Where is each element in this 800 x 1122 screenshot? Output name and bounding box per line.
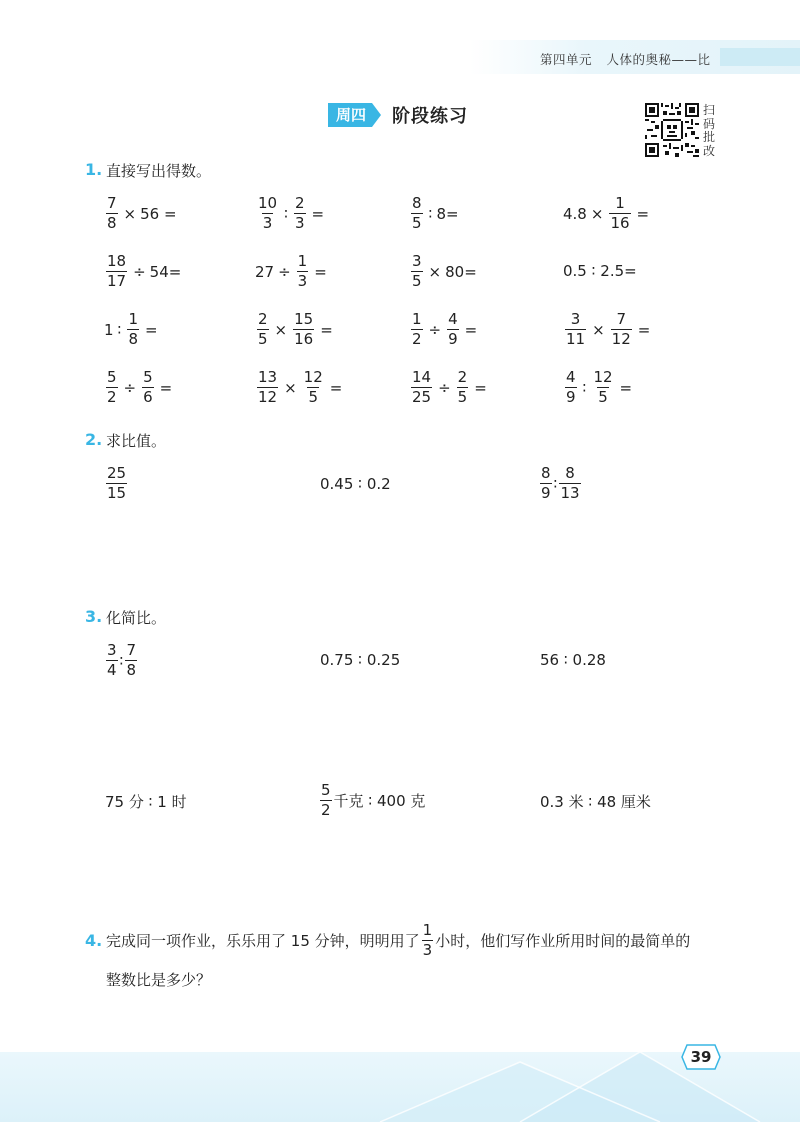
header-band-tab: [720, 48, 800, 66]
running-header: [540, 50, 721, 68]
question-2-text: 求比值。: [106, 432, 167, 450]
question-2-number: 2.: [85, 430, 103, 449]
q3-item-a: $\frac{3}{4}$ ∶ $\frac{7}{8}$: [107, 641, 136, 679]
q3-item-d: 75 分 ∶ 1 时: [105, 793, 187, 811]
q1-item: $\frac{10}{3}$ ∶ $\frac{2}{3}$ =: [258, 194, 325, 232]
section-title: [328, 103, 468, 127]
topic-label: 人体的奥秘——比: [606, 52, 711, 67]
q3-item-c: 56 ∶ 0.28: [540, 651, 606, 669]
q1-item: 0.5 ∶ 2.5=: [563, 262, 637, 280]
qr-label: 扫码批改: [703, 103, 716, 158]
q2-item-c: $\frac{8}{9}$ ∶ $\frac{8}{13}$: [541, 464, 580, 502]
footer-decoration: [0, 1052, 800, 1122]
qr-code-icon[interactable]: [645, 103, 699, 157]
question-3-number: 3.: [85, 607, 103, 626]
q2-item-a: $\frac{25}{15}$: [107, 464, 127, 502]
q3-item-e: $\frac{5}{2}$ 千克 ∶ 400 克: [321, 781, 426, 819]
question-1-number: 1.: [85, 160, 103, 179]
unit-label: 第四单元: [540, 52, 593, 67]
q1-item: $\frac{14}{25}$ ÷ $\frac{2}{5}$ =: [412, 368, 487, 406]
question-4-number: 4.: [85, 931, 103, 950]
footer-band: [0, 1052, 800, 1122]
q1-item: $\frac{2}{5}$ × $\frac{15}{16}$ =: [258, 310, 333, 348]
q1-item: $\frac{7}{8}$ × 56 =: [107, 194, 177, 232]
q1-item: $\frac{8}{5}$ ∶ 8=: [412, 194, 459, 232]
q1-item: 27 ÷ $\frac{1}{3}$ =: [255, 252, 327, 290]
question-1-text: 直接写出得数。: [106, 162, 212, 180]
q1-item: 1 ∶ $\frac{1}{8}$ =: [104, 310, 158, 348]
q1-item: $\frac{18}{17}$ ÷ 54=: [107, 252, 182, 290]
q1-item: $\frac{3}{5}$ × 80=: [412, 252, 477, 290]
q3-item-b: 0.75 ∶ 0.25: [320, 651, 401, 669]
q1-item: $\frac{1}{2}$ ÷ $\frac{4}{9}$ =: [412, 310, 478, 348]
page-title: 阶段练习: [392, 106, 469, 127]
q1-item: $\frac{13}{12}$ × $\frac{12}{5}$ =: [258, 368, 343, 406]
q1-item: $\frac{3}{11}$ × $\frac{7}{12}$ =: [566, 310, 651, 348]
q3-item-f: 0.3 米 ∶ 48 厘米: [540, 793, 651, 811]
q1-item: 4.8 × $\frac{1}{16}$ =: [563, 194, 650, 232]
question-4-line-2: 整数比是多少？: [106, 971, 212, 989]
question-4-text: 完成同一项作业，乐乐用了 15 分钟，明明用了 $\frac{1}{3}$ 小时，他们写作业所用时间的最简单的: [106, 921, 691, 959]
q2-item-b: 0.45 ∶ 0.2: [320, 475, 391, 493]
question-3-text: 化简比。: [106, 609, 167, 627]
q1-item: $\frac{5}{2}$ ÷ $\frac{5}{6}$ =: [107, 368, 173, 406]
q1-item: $\frac{4}{9}$ ∶ $\frac{12}{5}$ =: [566, 368, 633, 406]
page-number: [681, 1044, 721, 1070]
day-badge: 周四: [328, 103, 372, 127]
page-number-text: 39: [690, 1048, 712, 1066]
